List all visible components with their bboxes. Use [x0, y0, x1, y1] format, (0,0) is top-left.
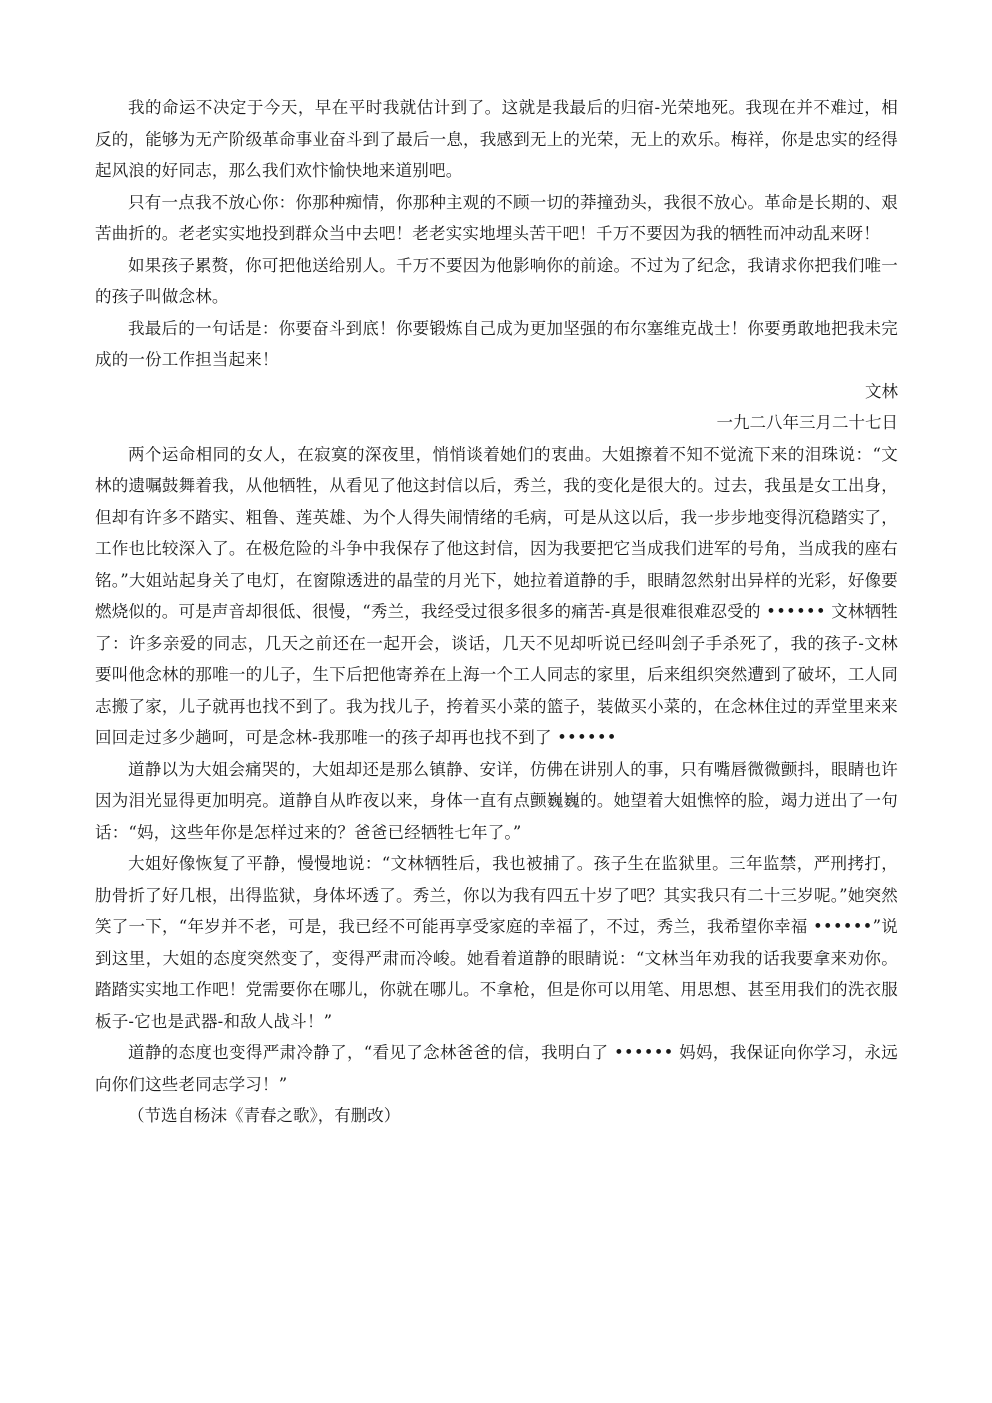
letter-paragraph: 只有一点我不放心你：你那种痴情，你那种主观的不顾一切的莽撞劲头，我很不放心。革命是长期的、艰苦曲折的。老老实实地投到群众当中去吧！老老实实地埋头苦干吧！千万不要因为我的牺牲而冲动乱来呀！ [95, 192, 898, 243]
letter-section [95, 92, 898, 439]
story-paragraph: 大姐好像恢复了平静，慢慢地说：“文林牺牲后，我也被捕了。孩子生在监狱里。三年监禁，严刑拷打，肋骨折了好几根，出得监狱，身体坏透了。秀兰，你以为我有四五十岁了吧？其实我只有二十三岁呢。”她突然笑了一下，“年岁并不老，可是，我已经不可能再享受家庭的幸福了，不过，秀兰，我希望你幸福 ••••••”说到这里，大姐的态度突然变了，变得严肃而冷峻。她看着道静的眼睛说：“文林当年劝我的话我要拿来劝你。踏踏实实地工作吧！党需要你在哪儿，你就在哪儿。不拿枪，但是你可以用笔、用思想、甚至用我们的洗衣服板子-它也是武器-和敌人战斗！” [95, 854, 898, 1031]
story-paragraph: 道静以为大姐会痛哭的，大姐却还是那么镇静、安详，仿佛在讲别人的事，只有嘴唇微微颤抖，眼睛也许因为泪光显得更加明亮。道静自从昨夜以来，身体一直有点颤巍巍的。她望着大姐憔悴的脸，竭力迸出了一句话：“妈，这些年你是怎样过来的？爸爸已经牺牲七年了。” [95, 759, 898, 842]
letter-paragraph: 如果孩子累赘，你可把他送给别人。千万不要因为他影响你的前途。不过为了纪念，我请求你把我们唯一的孩子叫做念林。 [95, 255, 898, 306]
letter-date: 一九二八年三月二十七日 [716, 413, 898, 432]
letter-signature: 文林 [865, 381, 898, 401]
story-paragraph: 两个运命相同的女人，在寂寞的深夜里，悄悄谈着她们的衷曲。大姐擦着不知不觉流下来的泪珠说：“文林的遗嘱鼓舞着我，从他牺牲，从看见了他这封信以后，秀兰，我的变化是很大的。过去，我虽是女工出身，但却有许多不踏实、粗鲁、莲英雄、为个人得失闹情绪的毛病，可是从这以后，我一步步地变得沉稳踏实了，工作也比较深入了。在极危险的斗争中我保存了他这封信，因为我要把它当成我们进军的号角，当成我的座右铭。”大姐站起身关了电灯，在窗隙透进的晶莹的月光下，她拉着道静的手，眼睛忽然射出异样的光彩，好像要燃烧似的。可是声音却很低、很慢，“秀兰，我经受过很多很多的痛苦-真是很难很难忍受的 •••••• 文林牺牲了：许多亲爱的同志，几天之前还在一起开会，谈话，几天不见却听说已经叫刽子手杀死了，我的孩子-文林要叫他念林的那唯一的儿子，生下后把他寄养在上海一个工人同志的家里，后来组织突然遭到了破坏，工人同志搬了家，儿子就再也找不到了。我为找儿子，挎着买小菜的篮子，装做买小菜的，在念林住过的弄堂里来来回回走过多少趟呵，可是念林-我那唯一的孩子却再也找不到了 •••••• [95, 444, 898, 747]
letter-paragraph: 我的命运不决定于今天，早在平时我就估计到了。这就是我最后的归宿-光荣地死。我现在并不难过，相反的，能够为无产阶级革命事业奋斗到了最后一息，我感到无上的光荣，无上的欢乐。梅祥，你是忠实的经得起风浪的好同志，那么我们欢忭愉快地来道别吧。 [95, 98, 898, 180]
source-citation: （节选自杨沫《青春之歌》，有删改） [128, 1106, 401, 1125]
story-section [95, 439, 898, 1132]
letter-paragraph: 我最后的一句话是：你要奋斗到底！你要锻炼自己成为更加坚强的布尔塞维克战士！你要勇敢地把我未完成的一份工作担当起来！ [95, 318, 898, 369]
document-page [95, 92, 898, 1132]
story-paragraph: 道静的态度也变得严肃冷静了，“看见了念林爸爸的信，我明白了 •••••• 妈妈，我保证向你学习，永远向你们这些老同志学习！” [95, 1043, 898, 1094]
